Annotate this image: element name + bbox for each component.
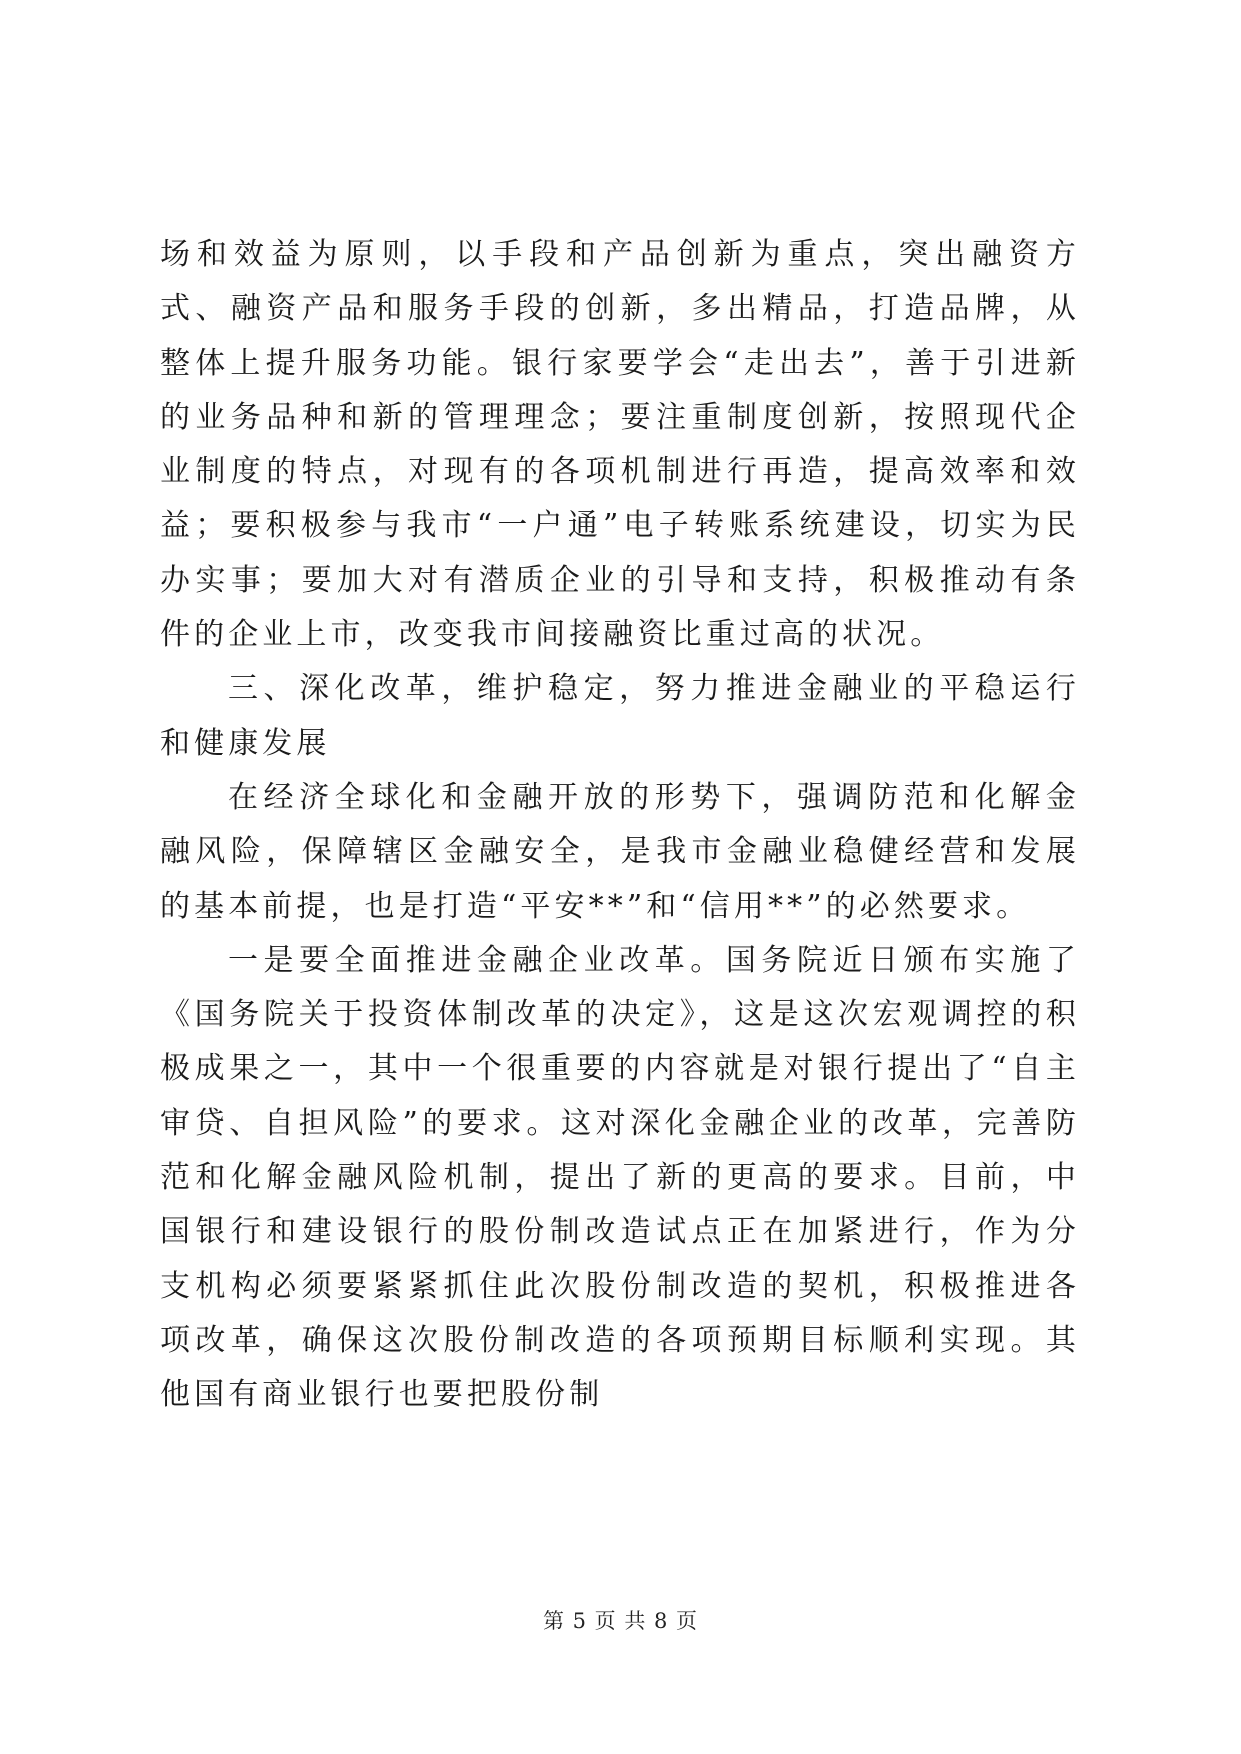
paragraph-intro: 在经济全球化和金融开放的形势下，强调防范和化解金融风险，保障辖区金融安全，是我市金融业稳健经营和发展的基本前提，也是打造“平安**”和“信用**”的必然要求。 [160, 779, 1080, 924]
paragraph-continuation: 场和效益为原则，以手段和产品创新为重点，突出融资方式、融资产品和服务手段的创新，多出精品，打造品牌，从整体上提升服务功能。银行家要学会“走出去”，善于引进新的业务品种和新的管理理念；要注重制度创新，按照现代企业制度的特点，对现有的各项机制进行再造，提高效率和效益；要积极参与我市“一户通”电子转账系统建设，切实为民办实事；要加大对有潜质企业的引导和支持，积极推动有条件的企业上市，改变我市间接融资比重过高的状况。 [160, 237, 1080, 653]
paragraph-point-one: 一是要全面推进金融企业改革。国务院近日颁布实施了《国务院关于投资体制改革的决定》，这是这次宏观调控的积极成果之一，其中一个很重要的内容就是对银行提出了“自主审贷、自担风险”的要求。这对深化金融企业的改革，完善防范和化解金融风险机制，提出了新的更高的要求。目前，中国银行和建设银行的股份制改造试点正在加紧进行，作为分支机构必须要紧紧抓住此次股份制改造的契机，积极推进各项改革，确保这次股份制改造的各项预期目标顺利实现。其他国有商业银行也要把股份制 [160, 942, 1080, 1413]
page-footer: 第 5 页 共 8 页 [542, 1609, 699, 1633]
document-body [160, 228, 1080, 1423]
section-heading: 三、深化改革，维护稳定，努力推进金融业的平稳运行和健康发展 [160, 671, 1080, 761]
